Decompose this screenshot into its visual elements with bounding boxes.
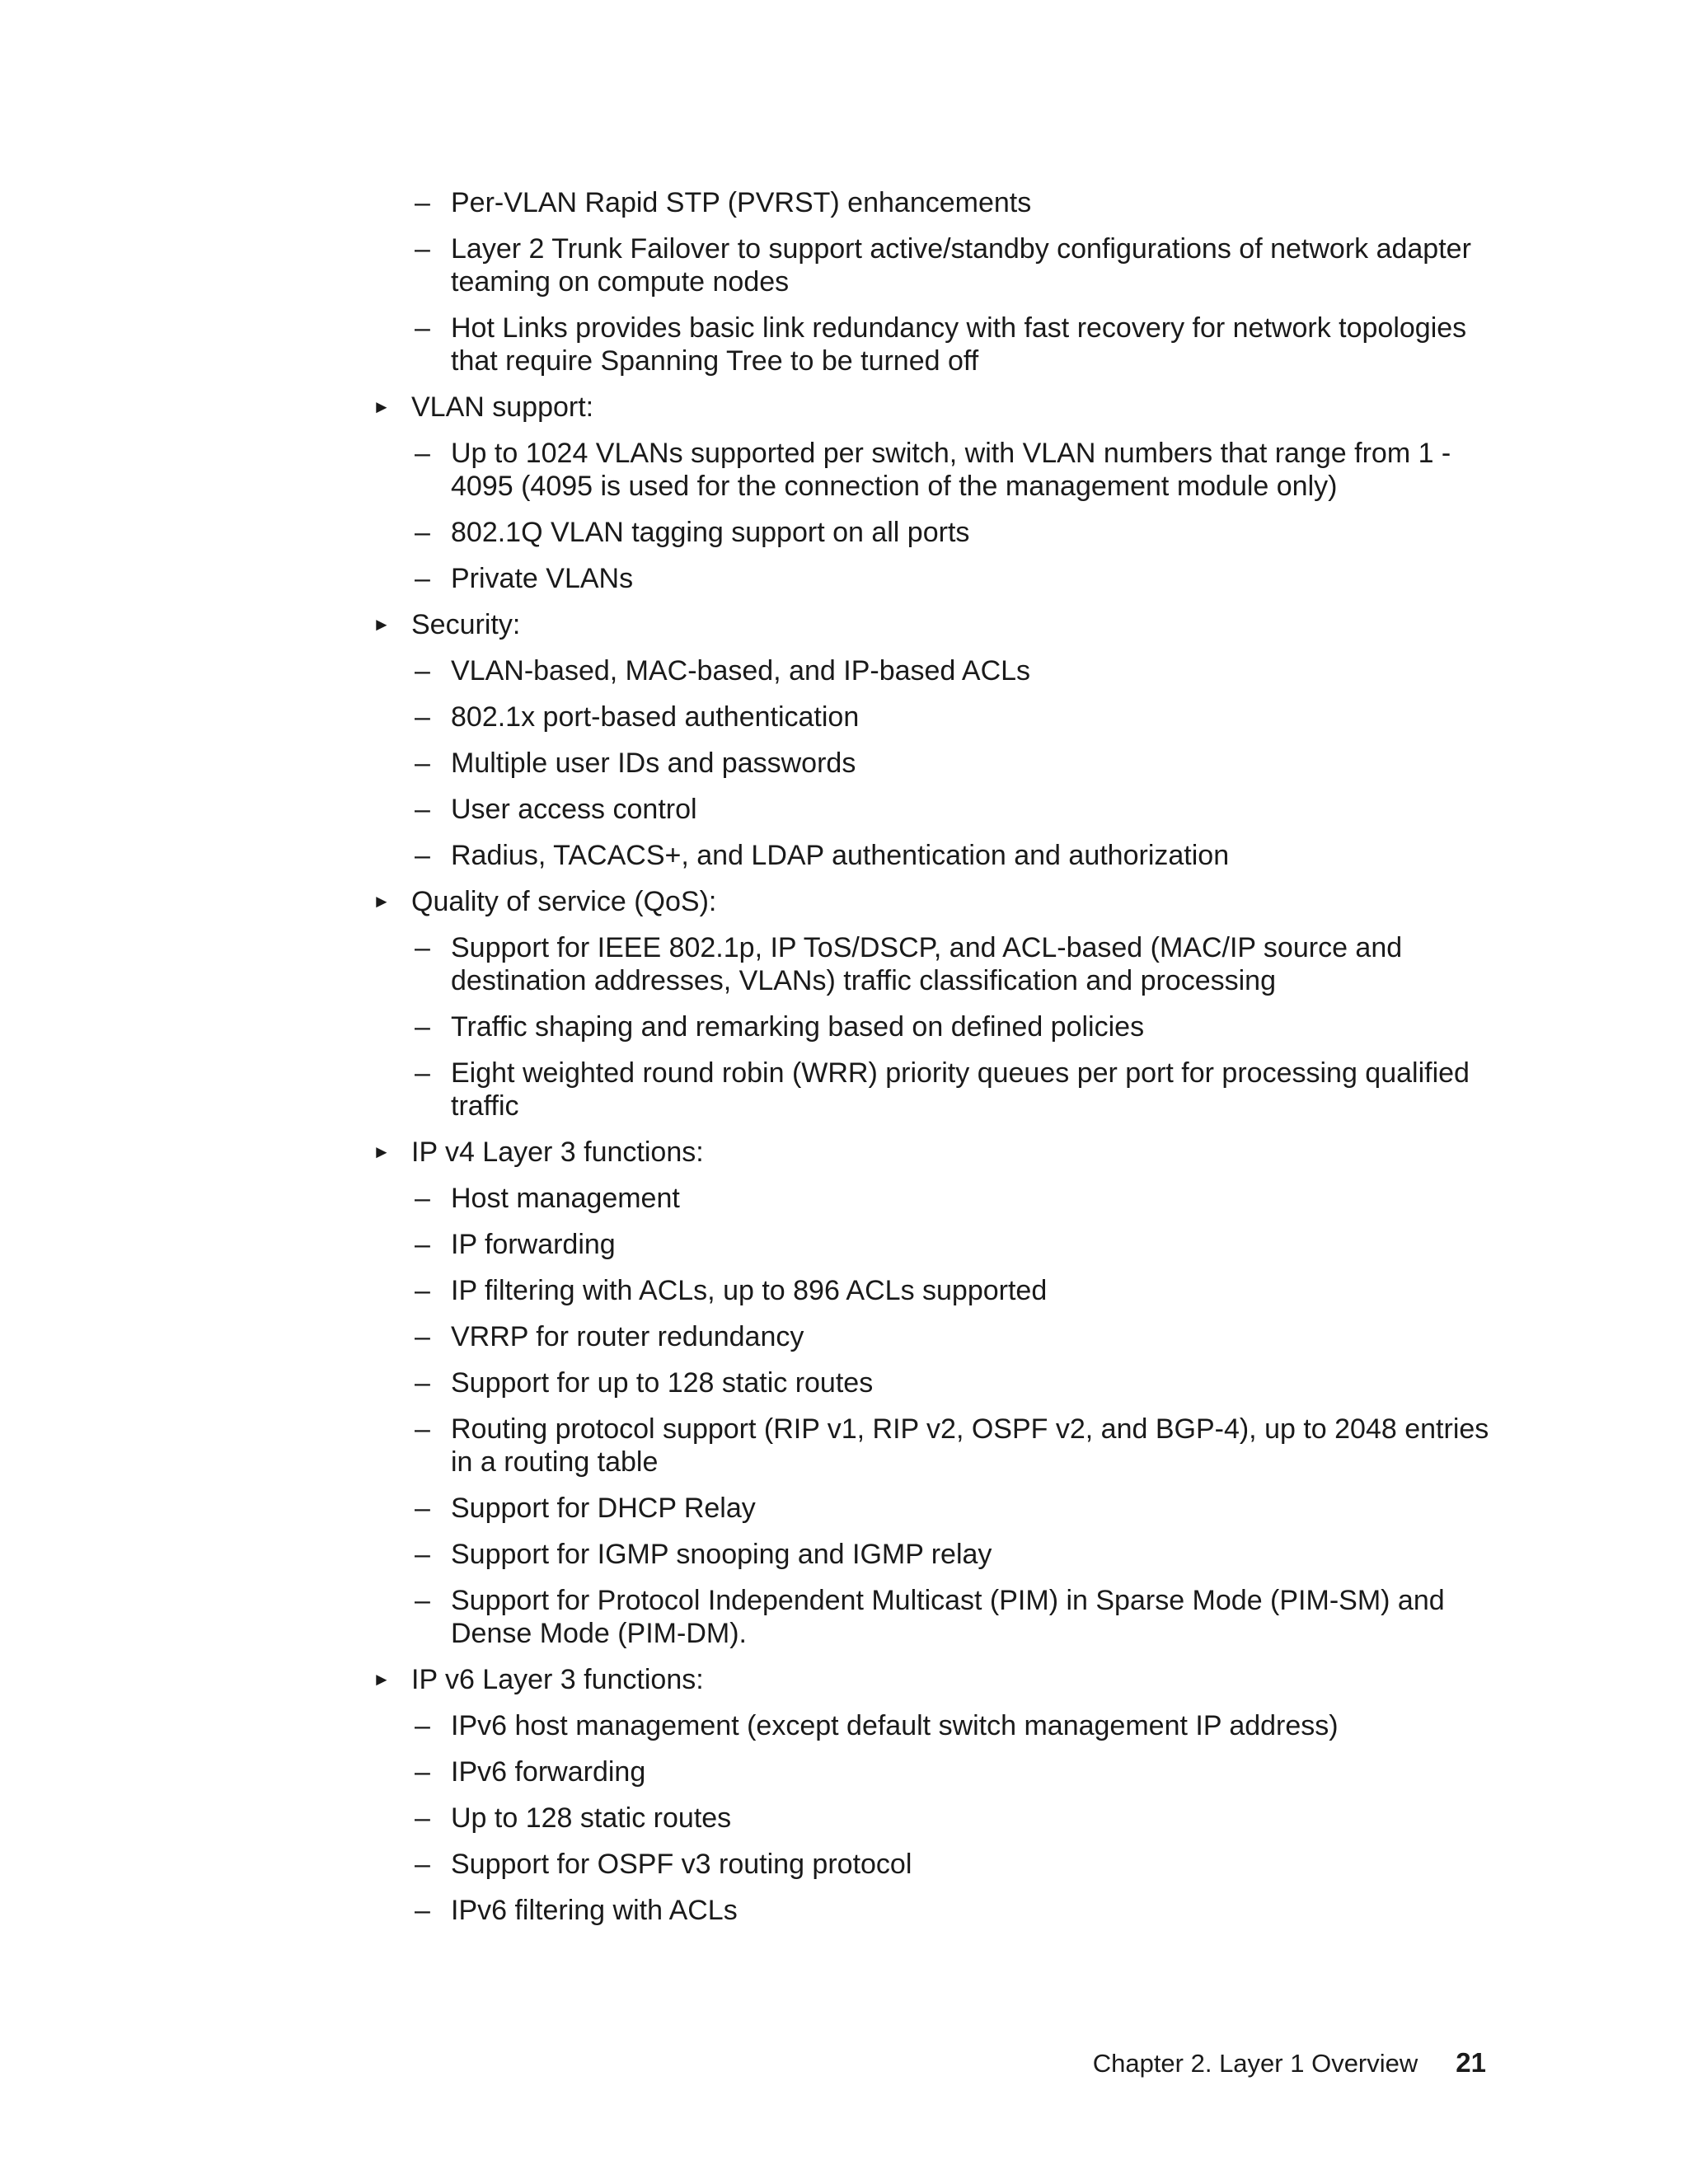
dash-bullet-icon: –: [415, 312, 430, 344]
dash-bullet-icon: –: [415, 233, 430, 265]
item-text: Support for Protocol Independent Multicast (PIM) in Sparse Mode (PIM-SM) and Dense Mode (PIM-DM).: [451, 1585, 1445, 1649]
sub-bullet-item: [367, 1057, 1504, 1122]
item-text: Up to 1024 VLANs supported per switch, with VLAN numbers that range from 1 - 4095 (4095 is used for the connection of the management module only): [451, 438, 1451, 502]
sub-bullet-item: [367, 1182, 1504, 1215]
sub-bullet-item: [367, 562, 1504, 595]
sub-bullet-item: [367, 1848, 1504, 1881]
dash-bullet-icon: –: [415, 563, 430, 594]
dash-bullet-icon: –: [415, 1011, 430, 1043]
item-text: Security:: [411, 609, 521, 640]
sub-bullet-item: [367, 1709, 1504, 1742]
sub-bullet-item: [367, 1274, 1504, 1307]
dash-bullet-icon: –: [415, 1493, 430, 1524]
item-text: Multiple user IDs and passwords: [451, 748, 856, 779]
sub-bullet-item: [367, 747, 1504, 780]
dash-bullet-icon: –: [415, 840, 430, 871]
main-bullet-item: [367, 1663, 1504, 1696]
item-text: Eight weighted round robin (WRR) priority queues per port for processing qualified traffic: [451, 1057, 1470, 1122]
dash-bullet-icon: –: [415, 932, 430, 963]
item-text: IP v4 Layer 3 functions:: [411, 1137, 704, 1168]
dash-bullet-icon: –: [415, 1849, 430, 1880]
item-text: Quality of service (QoS):: [411, 886, 717, 917]
main-bullet-item: [367, 1136, 1504, 1169]
dash-bullet-icon: –: [415, 1275, 430, 1306]
item-text: Layer 2 Trunk Failover to support active/standby configurations of network adapter teaming on compute nodes: [451, 233, 1471, 298]
item-text: Traffic shaping and remarking based on defined policies: [451, 1011, 1145, 1043]
sub-bullet-item: [367, 1755, 1504, 1788]
sub-bullet-item: [367, 701, 1504, 733]
dash-bullet-icon: –: [415, 1756, 430, 1788]
dash-bullet-icon: –: [415, 1183, 430, 1214]
dash-bullet-icon: –: [415, 1710, 430, 1741]
item-text: Private VLANs: [451, 563, 634, 594]
sub-bullet-item: [367, 1538, 1504, 1571]
item-text: VRRP for router redundancy: [451, 1321, 804, 1352]
page-number: 21: [1456, 2047, 1486, 2078]
dash-bullet-icon: –: [415, 701, 430, 733]
dash-bullet-icon: –: [415, 748, 430, 779]
dash-bullet-icon: –: [415, 1413, 430, 1445]
item-text: 802.1x port-based authentication: [451, 701, 860, 733]
sub-bullet-item: [367, 516, 1504, 549]
dash-bullet-icon: –: [415, 1321, 430, 1352]
dash-bullet-icon: –: [415, 1367, 430, 1399]
item-text: IP forwarding: [451, 1229, 616, 1260]
sub-bullet-item: [367, 1894, 1504, 1927]
item-text: Support for DHCP Relay: [451, 1493, 756, 1524]
dash-bullet-icon: –: [415, 1539, 430, 1570]
item-text: User access control: [451, 794, 697, 825]
item-text: IP filtering with ACLs, up to 896 ACLs supported: [451, 1275, 1048, 1306]
item-text: Up to 128 static routes: [451, 1802, 732, 1834]
dash-bullet-icon: –: [415, 1585, 430, 1616]
sub-bullet-item: [367, 1802, 1504, 1835]
triangle-bullet-icon: ►: [373, 1141, 391, 1162]
sub-bullet-item: [367, 1228, 1504, 1261]
sub-bullet-item: [367, 1492, 1504, 1525]
triangle-bullet-icon: ►: [373, 396, 391, 417]
item-text: IP v6 Layer 3 functions:: [411, 1664, 704, 1695]
sub-bullet-item: [367, 1320, 1504, 1353]
dash-bullet-icon: –: [415, 187, 430, 218]
item-text: VLAN support:: [411, 391, 594, 423]
sub-bullet-item: [367, 1584, 1504, 1650]
sub-bullet-item: [367, 437, 1504, 503]
item-text: Support for up to 128 static routes: [451, 1367, 874, 1399]
main-bullet-item: [367, 608, 1504, 641]
dash-bullet-icon: –: [415, 1229, 430, 1260]
dash-bullet-icon: –: [415, 1057, 430, 1089]
item-text: Per-VLAN Rapid STP (PVRST) enhancements: [451, 187, 1032, 218]
sub-bullet-item: [367, 1413, 1504, 1479]
dash-bullet-icon: –: [415, 655, 430, 687]
sub-bullet-item: [367, 1366, 1504, 1399]
item-text: IPv6 forwarding: [451, 1756, 646, 1788]
item-text: Host management: [451, 1183, 680, 1214]
sub-bullet-item: [367, 793, 1504, 826]
item-text: Support for IEEE 802.1p, IP ToS/DSCP, and ACL-based (MAC/IP source and destination addresses, VLANs) traffic classification and processing: [451, 932, 1403, 996]
main-bullet-item: [367, 391, 1504, 424]
sub-bullet-item: [367, 1010, 1504, 1043]
sub-bullet-item: [367, 839, 1504, 872]
item-text: IPv6 host management (except default switch management IP address): [451, 1710, 1339, 1741]
sub-bullet-item: [367, 312, 1504, 377]
item-text: IPv6 filtering with ACLs: [451, 1895, 738, 1926]
item-text: VLAN-based, MAC-based, and IP-based ACLs: [451, 655, 1031, 687]
dash-bullet-icon: –: [415, 1802, 430, 1834]
sub-bullet-item: [367, 232, 1504, 298]
item-text: Hot Links provides basic link redundancy with fast recovery for network topologies that require Spanning Tree to be turned off: [451, 312, 1467, 377]
sub-bullet-item: [367, 654, 1504, 687]
item-text: Routing protocol support (RIP v1, RIP v2, OSPF v2, and BGP-4), up to 2048 entries in a routing table: [451, 1413, 1489, 1478]
triangle-bullet-icon: ►: [373, 614, 391, 635]
feature-list: [367, 186, 1504, 1940]
item-text: Radius, TACACS+, and LDAP authentication and authorization: [451, 840, 1230, 871]
dash-bullet-icon: –: [415, 1895, 430, 1926]
triangle-bullet-icon: ►: [373, 1669, 391, 1690]
page-footer: [1093, 2046, 1486, 2080]
dash-bullet-icon: –: [415, 794, 430, 825]
main-bullet-item: [367, 885, 1504, 918]
item-text: Support for OSPF v3 routing protocol: [451, 1849, 912, 1880]
dash-bullet-icon: –: [415, 438, 430, 469]
footer-chapter-title: Chapter 2. Layer 1 Overview: [1092, 2049, 1418, 2078]
sub-bullet-item: [367, 931, 1504, 997]
dash-bullet-icon: –: [415, 517, 430, 548]
item-text: 802.1Q VLAN tagging support on all ports: [451, 517, 970, 548]
sub-bullet-item: [367, 186, 1504, 219]
item-text: Support for IGMP snooping and IGMP relay: [451, 1539, 992, 1570]
triangle-bullet-icon: ►: [373, 891, 391, 912]
